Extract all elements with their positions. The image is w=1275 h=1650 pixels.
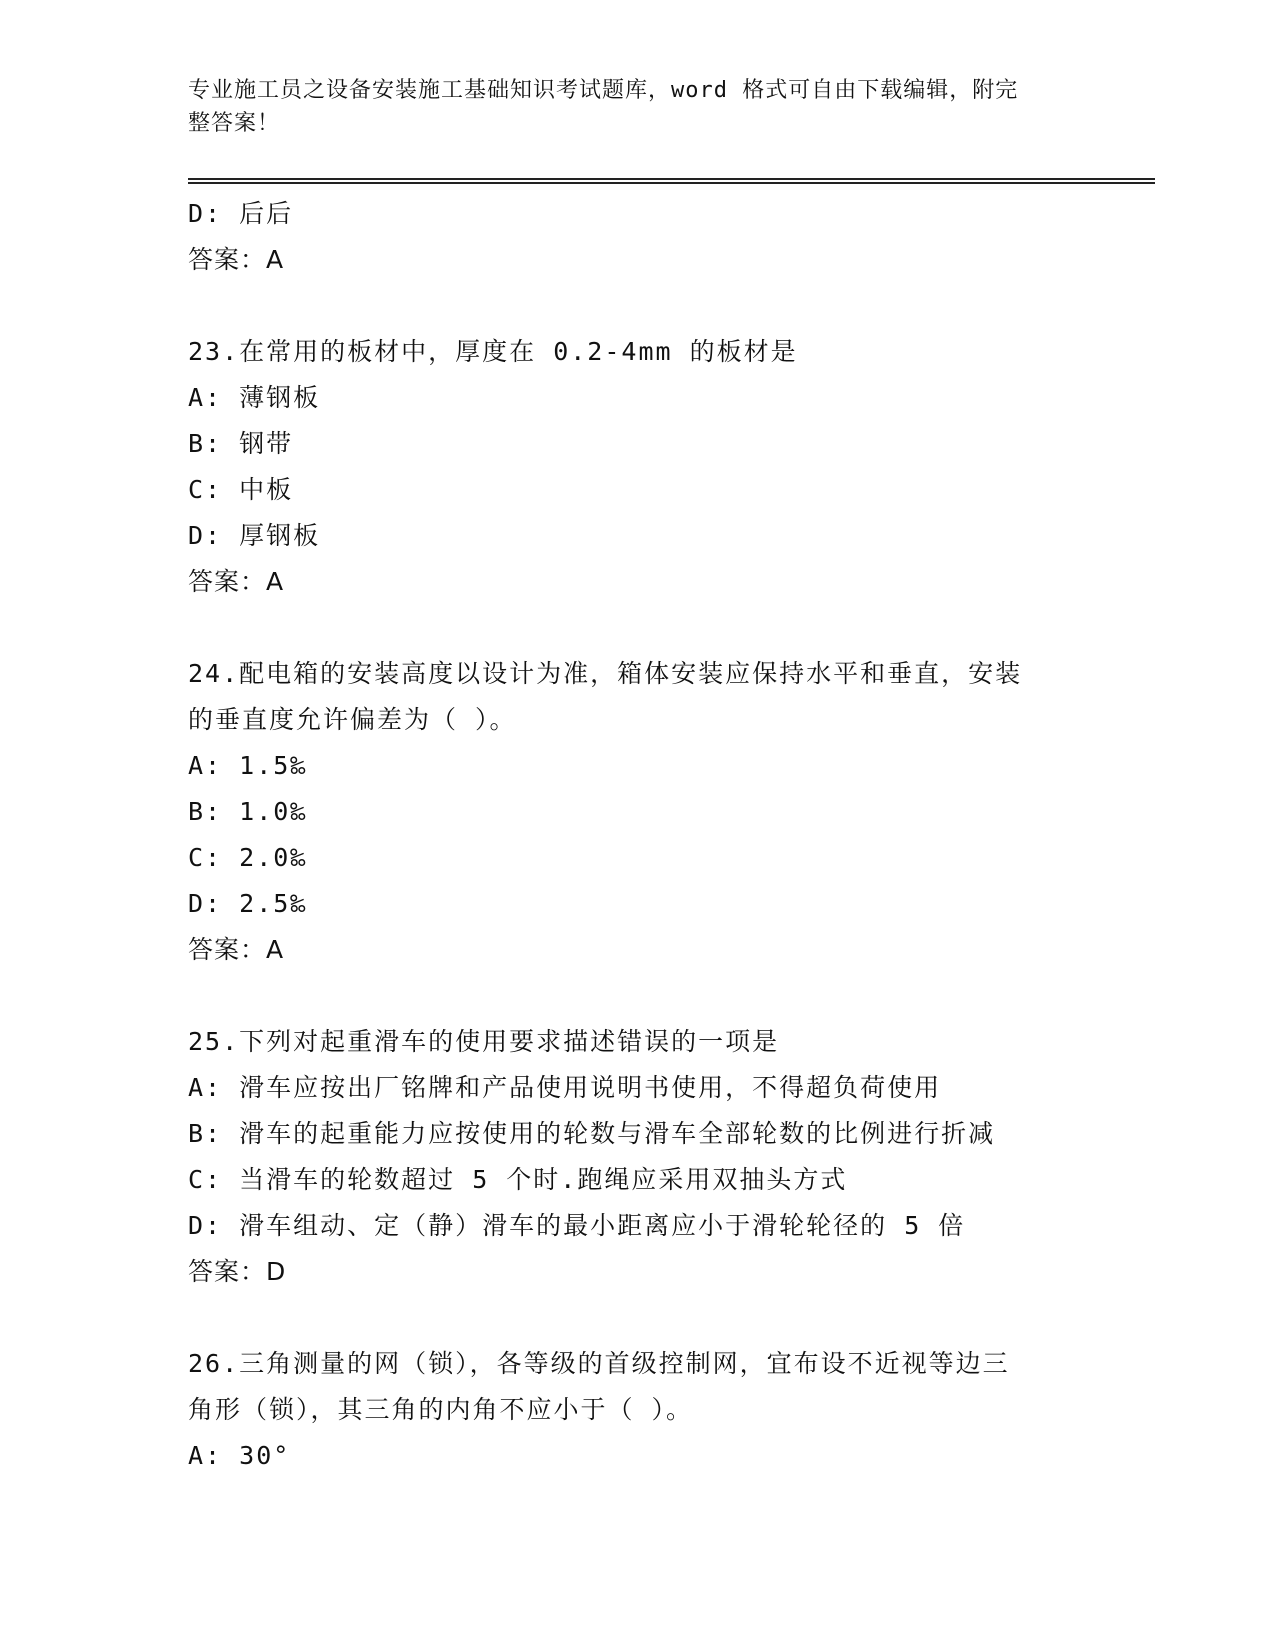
question-25-option-b: B: 滑车的起重能力应按使用的轮数与滑车全部轮数的比例进行折减 bbox=[188, 1119, 996, 1148]
question-26-text-line-1: 26.三角测量的网（锁），各等级的首级控制网，宜布设不近视等边三 bbox=[188, 1349, 1010, 1378]
question-26-option-a: A: 30° bbox=[188, 1441, 291, 1470]
question-25-option-c: C: 当滑车的轮数超过 5 个时.跑绳应采用双抽头方式 bbox=[188, 1165, 848, 1194]
question-25-option-d: D: 滑车组动、定（静）滑车的最小距离应小于滑轮轮径的 5 倍 bbox=[188, 1211, 966, 1240]
question-23-option-b: B: 钢带 bbox=[188, 429, 294, 458]
question-24 bbox=[188, 651, 1088, 973]
document-header bbox=[188, 74, 1068, 140]
spacer bbox=[188, 605, 1088, 651]
question-23-option-d: D: 厚钢板 bbox=[188, 521, 321, 550]
question-24-option-b: B: 1.0‰ bbox=[188, 797, 308, 826]
prev-question-option-d: D: 后后 bbox=[188, 199, 294, 228]
header-divider-bottom bbox=[188, 182, 1155, 184]
spacer bbox=[188, 283, 1088, 329]
header-line-2: 整答案！ bbox=[188, 111, 281, 136]
question-23-option-c: C: 中板 bbox=[188, 475, 294, 504]
question-23-text: 23.在常用的板材中，厚度在 0.2-4mm 的板材是 bbox=[188, 337, 798, 366]
question-25-text: 25.下列对起重滑车的使用要求描述错误的一项是 bbox=[188, 1027, 780, 1056]
question-24-option-c: C: 2.0‰ bbox=[188, 843, 308, 872]
prev-question-answer: 答案：A bbox=[188, 245, 285, 274]
spacer bbox=[188, 973, 1088, 1019]
question-24-text-line-1: 24.配电箱的安装高度以设计为准，箱体安装应保持水平和垂直，安装 bbox=[188, 659, 1023, 688]
header-line-1: 专业施工员之设备安装施工基础知识考试题库，word 格式可自由下载编辑，附完 bbox=[188, 78, 1019, 103]
question-25-option-a: A: 滑车应按出厂铭牌和产品使用说明书使用，不得超负荷使用 bbox=[188, 1073, 942, 1102]
question-25 bbox=[188, 1019, 1088, 1295]
spacer bbox=[188, 1295, 1088, 1341]
question-24-text-line-2: 的垂直度允许偏差为（ ）。 bbox=[188, 705, 517, 734]
question-list bbox=[188, 191, 1088, 1479]
question-26-text-line-2: 角形（锁），其三角的内角不应小于（ ）。 bbox=[188, 1395, 694, 1424]
header-divider-top bbox=[188, 178, 1155, 180]
question-26 bbox=[188, 1341, 1088, 1479]
question-24-option-a: A: 1.5‰ bbox=[188, 751, 308, 780]
question-23-answer: 答案：A bbox=[188, 567, 285, 596]
question-24-answer: 答案：A bbox=[188, 935, 285, 964]
question-25-answer: 答案：D bbox=[188, 1257, 287, 1286]
question-23-option-a: A: 薄钢板 bbox=[188, 383, 321, 412]
question-23 bbox=[188, 329, 1088, 605]
question-24-option-d: D: 2.5‰ bbox=[188, 889, 308, 918]
